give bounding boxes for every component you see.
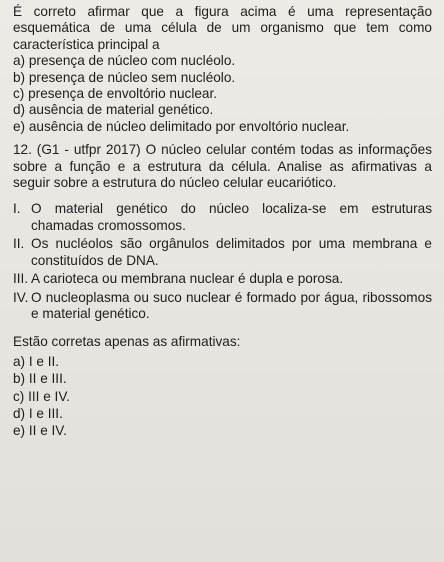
question-1-option-d: d) ausência de material genético. bbox=[13, 102, 214, 118]
question-12-answers bbox=[13, 353, 432, 440]
answer-option-d: d) I e III. bbox=[13, 405, 63, 421]
answer-option-e: e) II e IV. bbox=[13, 423, 67, 439]
statement-iv bbox=[13, 290, 432, 323]
statement-ii bbox=[13, 236, 432, 269]
answer-option-b: b) II e III. bbox=[13, 371, 67, 387]
statement-number: II. bbox=[13, 236, 25, 252]
question-1-option-a: a) presença de núcleo com nucléolo. bbox=[13, 53, 236, 69]
question-12-prompt: Estão corretas apenas as afirmativas: bbox=[13, 334, 241, 350]
statement-text: O nucleoplasma ou suco nuclear é formado por água, ribossomos e material genético. bbox=[31, 289, 432, 321]
question-1-option-e: e) ausência de núcleo delimitado por envoltório nuclear. bbox=[13, 118, 350, 134]
statement-text: O material genético do núcleo localiza-se em estruturas chamadas cromossomos. bbox=[31, 201, 432, 233]
statement-number: IV. bbox=[13, 289, 29, 305]
statement-text: A carioteca ou membrana nuclear é dupla e porosa. bbox=[31, 271, 344, 287]
statement-number: I. bbox=[13, 201, 21, 217]
question-12-statements bbox=[13, 201, 432, 322]
answer-option-c: c) III e IV. bbox=[13, 388, 70, 404]
question-1-option-c: c) presença de envoltório nuclear. bbox=[13, 86, 218, 102]
question-1-stem: É correto afirmar que a figura acima é uma representação esquemática de uma célula de um organismo que tem como característica principal a bbox=[13, 4, 432, 52]
question-1-option-b: b) presença de núcleo sem nucléolo. bbox=[13, 69, 236, 85]
statement-number: III. bbox=[13, 271, 29, 287]
statement-i bbox=[13, 201, 432, 234]
question-12 bbox=[13, 142, 432, 440]
statement-text: Os nucléolos são orgânulos delimitados por uma membrana e constituídos de DNA. bbox=[31, 236, 432, 268]
question-1-options bbox=[13, 53, 432, 135]
answer-option-a: a) I e II. bbox=[13, 353, 60, 369]
question-12-stem: 12. (G1 - utfpr 2017) O núcleo celular contém todas as informações sobre a função e a estrutura da célula. Analise as afirmativas a seguir sobre a estrutura do núcleo celular eucariótico. bbox=[13, 142, 432, 191]
statement-iii bbox=[13, 271, 432, 287]
